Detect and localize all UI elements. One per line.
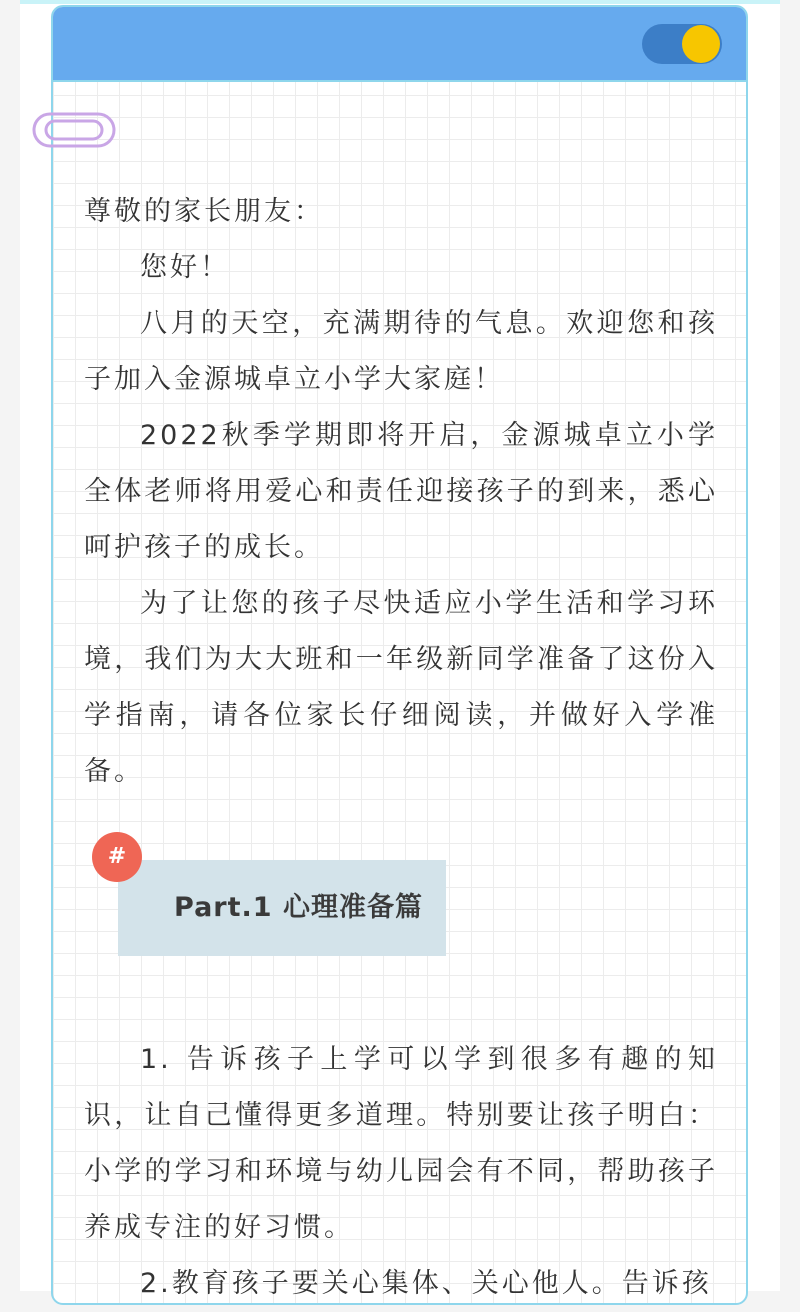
part1-body [84, 1032, 718, 1312]
letter-paragraph: 2022秋季学期即将开启，金源城卓立小学全体老师将用爱心和责任迎接孩子的到来，悉心呵护孩子的成长。 [84, 420, 718, 563]
letter-hello: 您好！ [140, 252, 230, 283]
letter-paragraph: 八月的天空，充满期待的气息。欢迎您和孩子加入金源城卓立小学大家庭！ [84, 308, 718, 395]
card-header [53, 7, 746, 82]
section-title-box [118, 860, 446, 956]
top-accent-strip [20, 0, 780, 4]
letter-paragraph: 为了让您的孩子尽快适应小学生活和学习环境，我们为大大班和一年级新同学准备了这份入学指南，请各位家长仔细阅读，并做好入学准备。 [84, 588, 718, 787]
letter-body [84, 184, 718, 800]
paperclip-icon [32, 110, 116, 150]
toggle-switch-icon [642, 24, 722, 64]
part1-item: 2.教育孩子要关心集体、关心他人。告诉孩 [140, 1268, 712, 1299]
toggle-knob [682, 25, 720, 63]
hash-badge-icon: # [92, 832, 142, 882]
section-title: Part.1 心理准备篇 [174, 892, 423, 923]
letter-greeting: 尊敬的家长朋友： [84, 196, 324, 227]
part1-item: 1. 告诉孩子上学可以学到很多有趣的知识，让自己懂得更多道理。特别要让孩子明白：小学的学习和环境与幼儿园会有不同，帮助孩子养成专注的好习惯。 [84, 1044, 718, 1243]
section-heading [92, 832, 452, 962]
